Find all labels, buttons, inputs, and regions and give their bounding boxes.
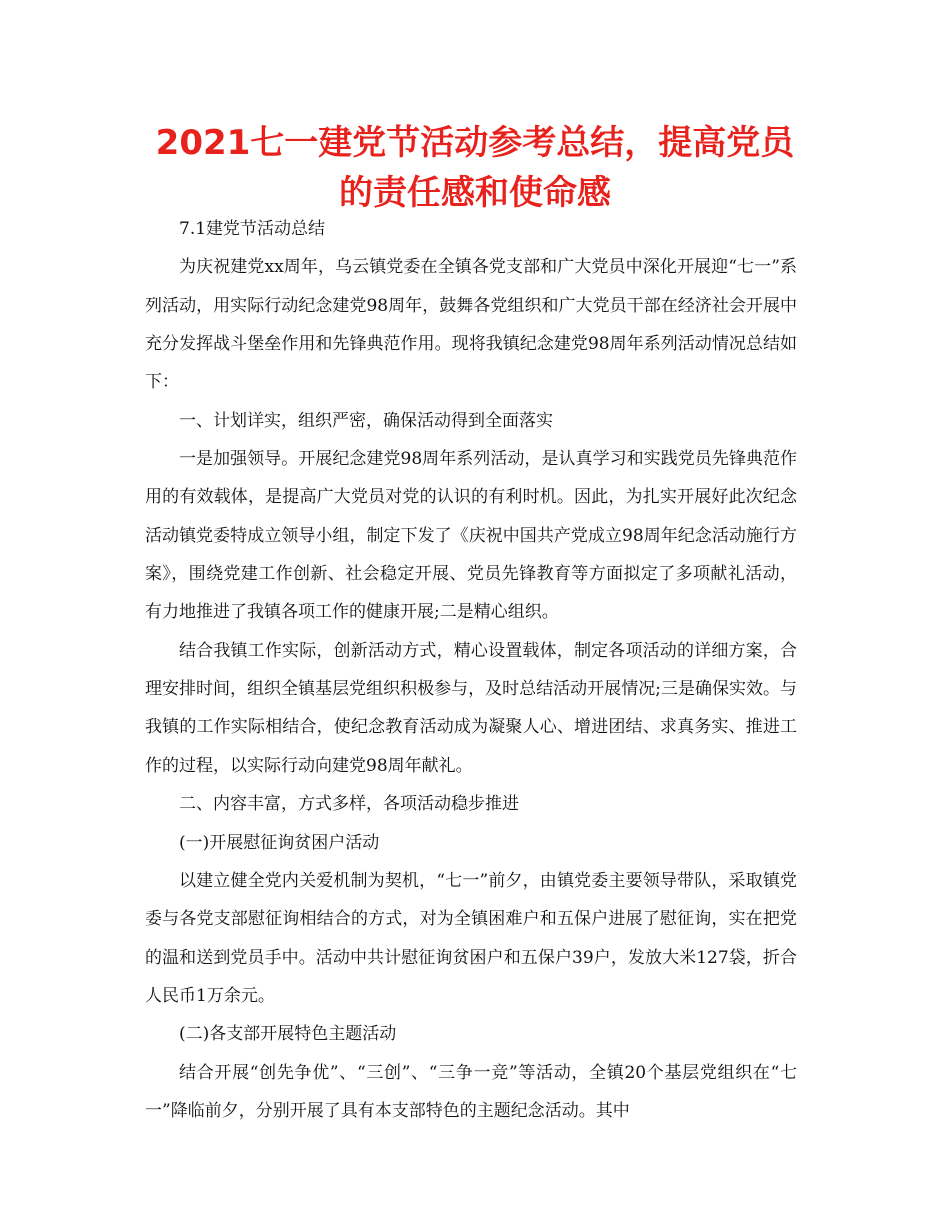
section-heading-2: 二、内容丰富，方式多样，各项活动稳步推进 <box>179 794 519 815</box>
subsection-heading-2: (二)各支部开展特色主题活动 <box>179 1024 397 1045</box>
document-title: 2021七一建党节活动参考总结，提高党员的责任感和使命感 <box>155 123 795 213</box>
document-body <box>145 210 797 1130</box>
body-paragraph: 结合我镇工作实际，创新活动方式，精心设置载体，制定各项活动的详细方案，合理安排时间，组织全镇基层党组织积极参与，及时总结活动开展情况;三是确保实效。与我镇的工作实际相结合，使纪念教育活动成为凝聚人心、增进团结、求真务实、推进工作的过程，以实际行动向建党98周年献礼。 <box>145 640 797 776</box>
subtitle-paragraph: 7.1建党节活动总结 <box>179 219 326 239</box>
intro-paragraph: 为庆祝建党xx周年，乌云镇党委在全镇各党支部和广大党员中深化开展迎“七一”系列活动，用实际行动纪念建党98周年，鼓舞各党组织和广大党员干部在经济社会开展中充分发挥战斗堡垒作用和先锋典范作用。现将我镇纪念建党98周年系列活动情况总结如下： <box>145 257 797 393</box>
body-paragraph: 结合开展“创先争优”、“三创”、“三争一竞”等活动，全镇20个基层党组织在“七一”降临前夕，分别开展了具有本支部特色的主题纪念活动。其中 <box>145 1062 797 1121</box>
subsection-heading-1: (一)开展慰征询贫困户活动 <box>179 832 380 853</box>
body-paragraph: 以建立健全党内关爱机制为契机，“七一”前夕，由镇党委主要领导带队，采取镇党委与各党支部慰征询相结合的方式，对为全镇困难户和五保户进展了慰征询，实在把党的温和送到党员手中。活动中共计慰征询贫困户和五保户39户，发放大米127袋，折合人民币1万余元。 <box>145 870 797 1006</box>
section-heading-1: 一、计划详实，组织严密，确保活动得到全面落实 <box>179 410 553 431</box>
body-paragraph: 一是加强领导。开展纪念建党98周年系列活动，是认真学习和实践党员先锋典范作用的有效载体，是提高广大党员对党的认识的有利时机。因此，为扎实开展好此次纪念活动镇党委特成立领导小组，制定下发了《庆祝中国共产党成立98周年纪念活动施行方案》，围绕党建工作创新、社会稳定开展、党员先锋教育等方面拟定了多项献礼活动，有力地推进了我镇各项工作的健康开展;二是精心组织。 <box>145 449 797 623</box>
